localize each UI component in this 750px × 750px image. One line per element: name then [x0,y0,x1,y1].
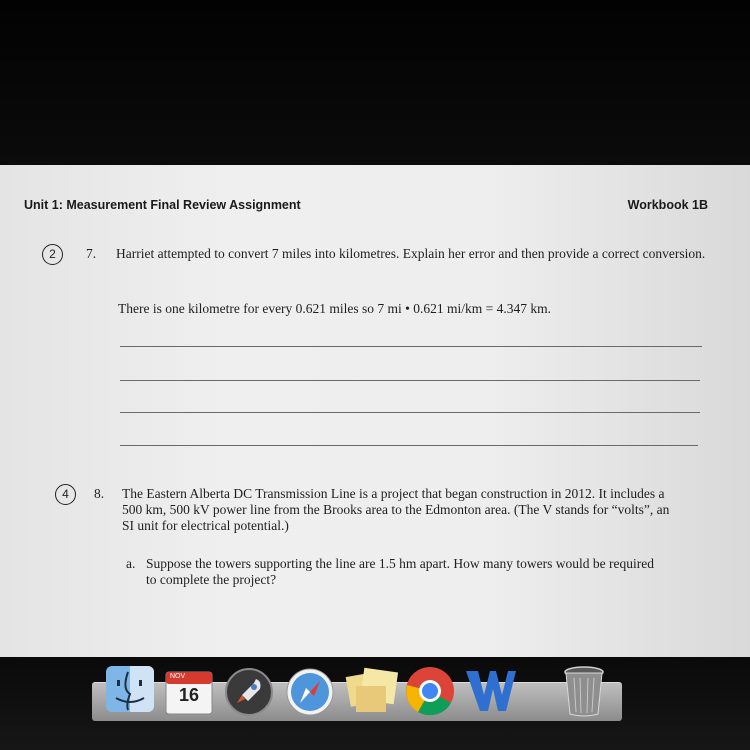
q7-marks-circle: 2 [42,244,63,265]
calendar-icon[interactable] [164,670,214,716]
q8a-label: a. [126,556,136,571]
q8-number: 8. [94,486,105,501]
answer-line [120,380,700,381]
q8a-question-text: Suppose the towers supporting the line are 1.5 hm apart. How many towers would be required to complete the project? [146,556,655,587]
q7-number: 7. [86,246,97,261]
answer-line [120,445,698,446]
monitor-bezel [0,0,750,165]
q8-marks-circle: 4 [55,484,76,505]
worksheet-document [0,165,750,657]
page-title: Unit 1: Measurement Final Review Assignment [24,198,301,212]
launchpad-icon[interactable] [224,667,274,717]
q7-question-text: Harriet attempted to convert 7 miles into kilometres. Explain her error and then provide a correct conversion. [116,246,706,261]
stickies-icon[interactable] [344,664,400,716]
answer-line [120,346,702,347]
q8-question-text: The Eastern Alberta DC Transmission Line is a project that began construction in 2012. It includes a 500 km, 500 kV power line from the Brooks area to the Edmonton area. (The V stands for “volts”, an SI unit for electrical potential.) [122,486,670,533]
chrome-icon[interactable] [404,665,456,717]
q7-given-statement: There is one kilometre for every 0.621 miles so 7 mi • 0.621 mi/km = 4.347 km. [118,301,552,316]
word-icon[interactable] [462,665,518,717]
answer-line [120,412,700,413]
safari-icon[interactable] [284,667,336,717]
calendar-day: 16 [178,685,200,705]
calendar-month: NOV [170,673,186,680]
finder-icon[interactable] [104,664,156,714]
trash-icon[interactable] [560,664,608,718]
workbook-label: Workbook 1B [627,198,708,212]
